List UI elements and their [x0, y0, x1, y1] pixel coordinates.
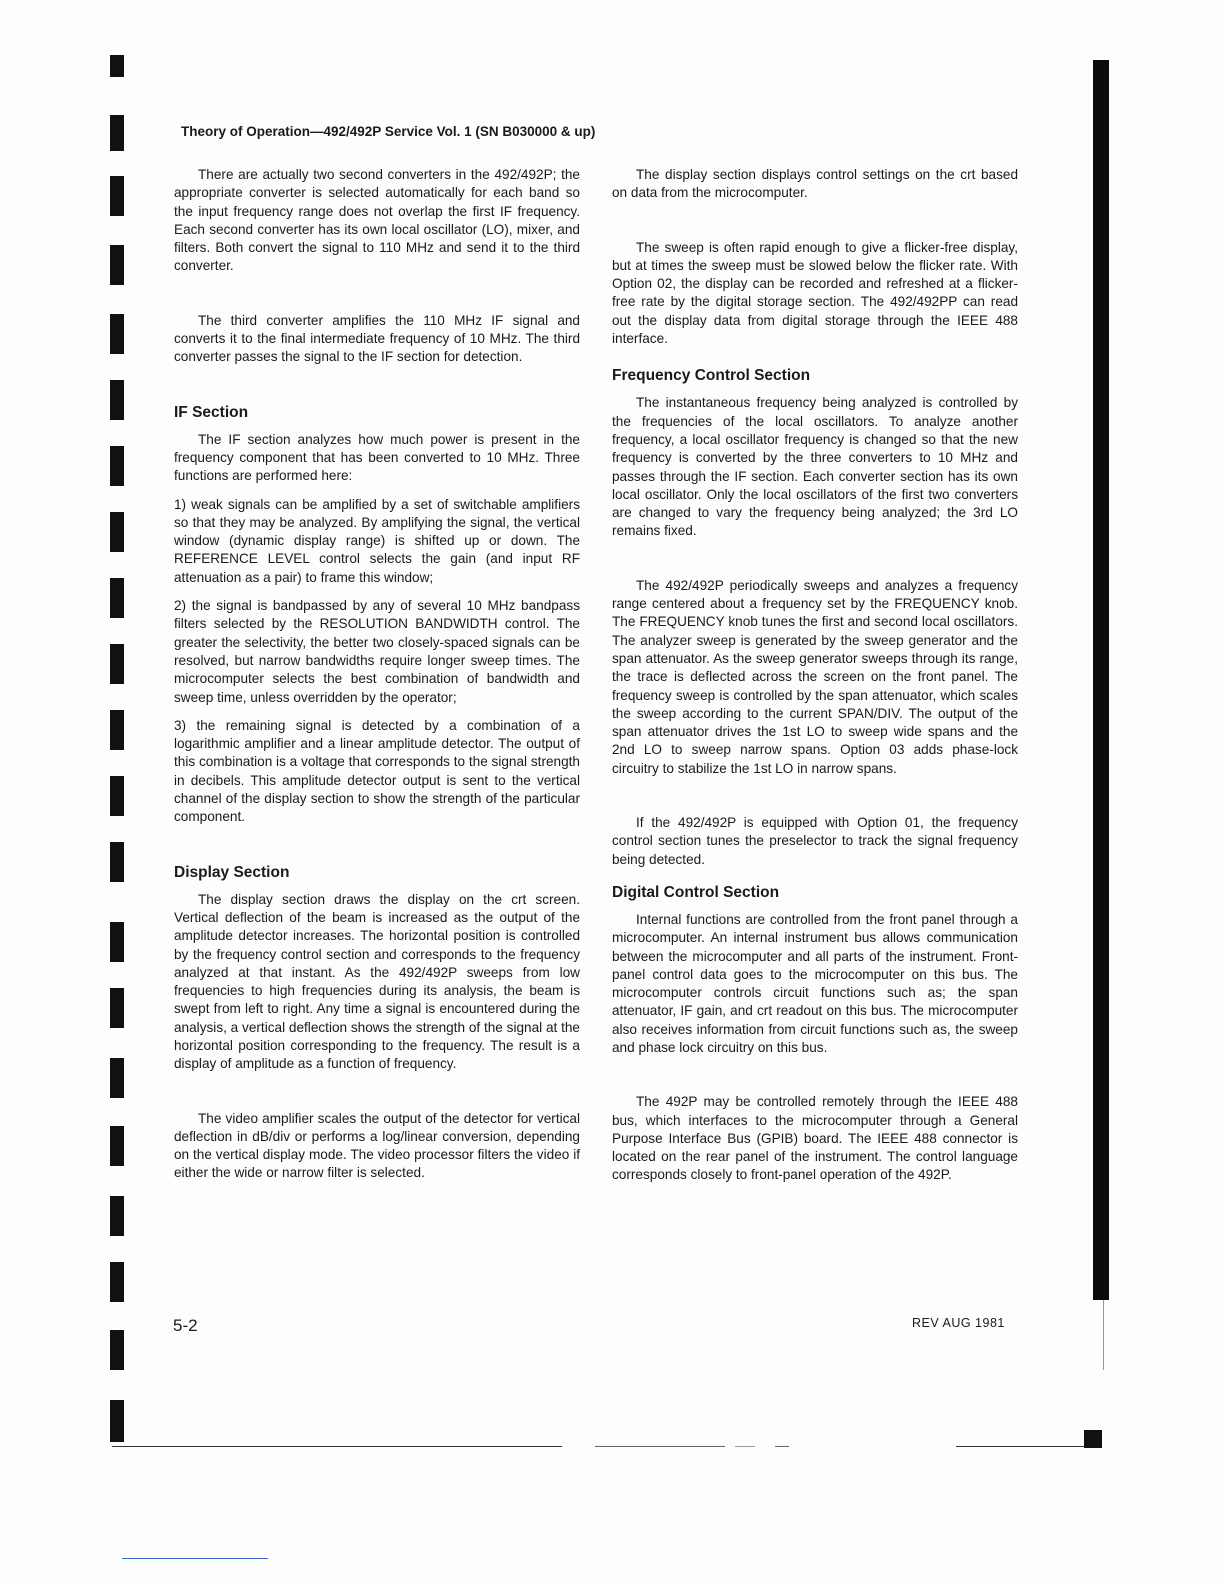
binding-mark — [110, 1330, 124, 1370]
paragraph: There are actually two second converters in the 492/492P; the appropriate converter is selected automatically for each band so the input frequency range does not overlap the first IF frequency. Each second converter has its own local oscillator (LO), mixer, and filters. Both convert the signal to 110 MHz and send it to the third converter. — [174, 167, 580, 274]
right-edge-bar — [1093, 60, 1109, 1300]
paragraph: The 492P may be controlled remotely through the IEEE 488 bus, which interfaces to the microcomputer through a General Purpose Interface Bus (GPIB) board. The IEEE 488 connector is located on the rear panel of the instrument. The control language corresponds closely to front-panel operation of the 492P. — [612, 1094, 1018, 1183]
binding-mark — [110, 512, 124, 552]
left-column — [174, 166, 580, 1183]
bottom-rule — [112, 1446, 562, 1447]
bottom-rule — [735, 1446, 755, 1447]
binding-mark — [110, 776, 124, 816]
bottom-rule — [595, 1446, 725, 1447]
section-heading-frequency-control: Frequency Control Section — [612, 367, 811, 385]
paragraph: Internal functions are controlled from the front panel through a microcomputer. An internal instrument bus allows communication between the microcomputer and all parts of the instrument. Front-panel control data goes to the microcomputer on this bus. The microcomputer controls circuit functions such as; the span attenuator, IF gain, and crt readout on this bus. The microcomputer also receives information from circuit functions such as, the sweep and phase lock circuitry on this bus. — [612, 911, 1018, 1055]
binding-mark — [110, 115, 124, 151]
paragraph: The sweep is often rapid enough to give a flicker-free display, but at times the sweep must be slowed below the flicker rate. With Option 02, the display can be recorded and refreshed at a flicker-free rate by the digital storage section. The 492/492PP can read out the display data from digital storage through the IEEE 488 interface. — [612, 239, 1018, 347]
right-edge-line — [1103, 1300, 1104, 1370]
binding-mark — [110, 644, 124, 684]
binding-mark — [110, 710, 124, 750]
page-number: 5-2 — [173, 1316, 198, 1335]
bottom-blue-line — [122, 1558, 268, 1559]
paragraph: If the 492/492P is equipped with Option 01, the frequency control section tunes the preselector to track the signal frequency being detected. — [612, 815, 1018, 867]
binding-mark — [110, 1262, 124, 1302]
list-item: 3) the remaining signal is detected by a combination of a logarithmic amplifier and a linear amplitude detector. The output of this combination is a voltage that corresponds to the signal strength in decibels. This amplitude detector output is sent to the vertical channel of the display section to show the strength of the particular component. — [174, 717, 580, 825]
paragraph: The third converter amplifies the 110 MHz IF signal and converts it to the final intermediate frequency of 10 MHz. The third converter passes the signal to the IF section for detection. — [174, 312, 580, 365]
page-header: Theory of Operation—492/492P Service Vol. 1 (SN B030000 & up) — [181, 124, 596, 139]
paragraph: The IF section analyzes how much power is present in the frequency component that has been converted to 10 MHz. Three functions are performed here: — [174, 431, 580, 484]
binding-mark — [110, 380, 124, 420]
paragraph: The display section draws the display on the crt screen. Vertical deflection of the beam is increased as the output of the amplitude detector increases. The horizontal position is controlled by the frequency control section and corresponds to the frequency analyzed at that instant. As the 492/492P sweeps from low frequencies to high frequencies during its analysis, the beam is swept from left to right. Any time a signal is encountered during the analysis, a vertical deflection shows the strength of the signal at the horizontal position corresponding to the frequency. The result is a display of amplitude as a function of frequency. — [174, 891, 580, 1072]
binding-mark — [110, 1400, 124, 1442]
binding-mark — [110, 245, 124, 285]
binding-mark — [110, 1058, 124, 1098]
section-heading-digital-control: Digital Control Section — [612, 883, 780, 901]
section-heading-if: IF Section — [174, 403, 249, 421]
right-column — [612, 166, 1018, 1185]
binding-mark — [110, 842, 124, 882]
section-heading-display: Display Section — [174, 863, 290, 881]
paragraph: The instantaneous frequency being analyzed is controlled by the frequencies of the local oscillators. To analyze another frequency, a local oscillator frequency is changed so that the new frequency is converted by the three converters to 10 MHz and passes through the IF section. Each converter section has its own local oscillator. Only the local oscillators of the first two converters are changed to vary the frequency being analyzed; the 3rd LO remains fixed. — [612, 395, 1018, 539]
bottom-rule — [956, 1446, 1086, 1447]
bottom-rule — [775, 1446, 789, 1447]
binding-mark — [110, 988, 124, 1028]
binding-mark — [110, 55, 124, 77]
revision-date: REV AUG 1981 — [912, 1316, 1005, 1330]
binding-mark — [110, 176, 124, 216]
paragraph: The video amplifier scales the output of the detector for vertical deflection in dB/div or performs a log/linear conversion, depending on the vertical display mode. The video processor filters the video if either the wide or narrow filter is selected. — [174, 1110, 580, 1181]
list-item: 2) the signal is bandpassed by any of several 10 MHz bandpass filters selected by the RESOLUTION BANDWIDTH control. The greater the selectivity, the better two closely-spaced signals can be resolved, but narrow bandwidths require longer sweep times. The microcomputer selects the best combination of bandwidth and sweep time, unless overridden by the operator; — [174, 598, 580, 705]
binding-mark — [110, 446, 124, 486]
binding-mark — [110, 1196, 124, 1236]
binding-mark — [110, 578, 124, 618]
corner-mark — [1084, 1430, 1102, 1448]
binding-mark — [110, 922, 124, 962]
binding-mark — [110, 1126, 124, 1166]
list-item: 1) weak signals can be amplified by a set of switchable amplifiers so that they may be analyzed. By amplifying the signal, the vertical window (dynamic display range) is shifted up or down. The REFERENCE LEVEL control selects the gain (and input RF attenuation as a pair) to frame this window; — [174, 496, 580, 585]
binding-mark — [110, 314, 124, 354]
paragraph: The 492/492P periodically sweeps and analyzes a frequency range centered about a frequency set by the FREQUENCY knob. The FREQUENCY knob tunes the first and second local oscillators. The analyzer sweep is generated by the sweep generator and the span attenuator. As the sweep generator sweeps through its range, the trace is deflected across the screen on the front panel. The frequency sweep is controlled by the span attenuator, which scales the sweep according to the current SPAN/DIV. The output of the span attenuator drives the 1st LO to sweep wide spans and the 2nd LO to sweep narrow spans. Option 03 adds phase-lock circuitry to stabilize the 1st LO in narrow spans. — [612, 577, 1018, 776]
paragraph: The display section displays control settings on the crt based on data from the microcomputer. — [612, 167, 1018, 201]
